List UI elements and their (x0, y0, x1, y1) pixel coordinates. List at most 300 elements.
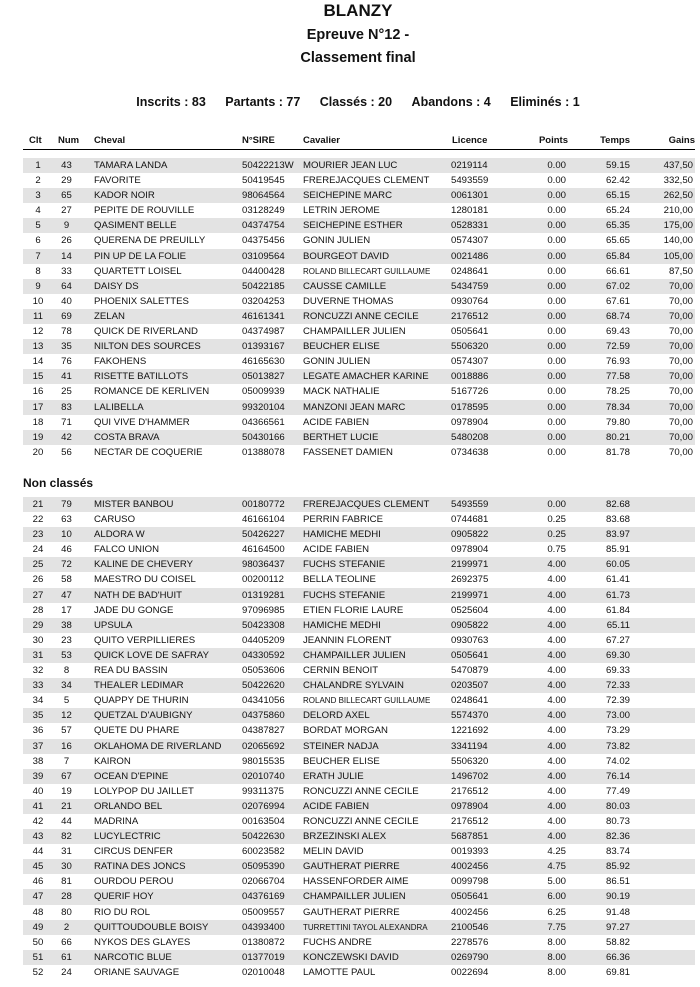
cell-licence: 4002456 (451, 906, 489, 918)
table-row (23, 678, 695, 693)
table-row (23, 173, 695, 188)
cell-cavalier: ACIDE FABIEN (303, 800, 370, 812)
table-row (23, 965, 695, 980)
cell-licence: 5506320 (451, 341, 489, 353)
cell-cheval: NARCOTIC BLUE (94, 951, 172, 963)
cell-gains: 105,00 (663, 250, 693, 262)
cell-clt: 40 (32, 785, 44, 797)
cell-licence: 0099798 (451, 876, 489, 888)
cell-clt: 16 (32, 386, 44, 398)
cell-sire: 02076994 (242, 800, 285, 812)
cell-cavalier: FREREJACQUES CLEMENT (303, 175, 430, 187)
cell-cavalier: RONCUZZI ANNE CECILE (303, 815, 419, 827)
cell-points: 0.00 (547, 341, 566, 353)
table-row (23, 859, 695, 874)
cell-sire: 50419545 (242, 175, 285, 187)
cell-cavalier: GAUTHERAT PIERRE (303, 861, 400, 873)
cell-temps: 80.03 (605, 800, 630, 812)
cell-cheval: QUETZAL D'AUBIGNY (94, 710, 193, 722)
cell-licence: 0905822 (451, 529, 489, 541)
cell-clt: 30 (32, 634, 44, 646)
cell-num: 65 (61, 190, 72, 202)
cell-gains: 70,00 (668, 326, 693, 338)
cell-num: 78 (61, 326, 72, 338)
cell-sire: 05009939 (242, 386, 285, 398)
cell-sire: 03128249 (242, 205, 285, 217)
table-row (23, 233, 695, 248)
cell-num: 34 (61, 680, 72, 692)
cell-gains: 175,00 (663, 220, 693, 232)
cell-licence: 5687851 (451, 831, 489, 843)
cell-licence: 0269790 (451, 951, 489, 963)
cell-points: 5.00 (547, 876, 566, 888)
cell-licence: 2692375 (451, 574, 489, 586)
cell-sire: 05013827 (242, 371, 285, 383)
cell-licence: 0022694 (451, 966, 489, 978)
cell-temps: 79.80 (605, 416, 630, 428)
cell-clt: 29 (32, 619, 44, 631)
cell-num: 29 (61, 175, 72, 187)
table-row (23, 935, 695, 950)
cell-temps: 78.25 (605, 386, 630, 398)
table-row (23, 339, 695, 354)
table-row (23, 497, 695, 512)
header-licence: Licence (452, 135, 488, 146)
cell-num: 64 (61, 280, 72, 292)
table-row (23, 309, 695, 324)
cell-points: 0.00 (547, 431, 566, 443)
cell-clt: 22 (32, 514, 44, 526)
cell-cavalier: KONCZEWSKI DAVID (303, 951, 399, 963)
cell-cavalier: GONIN JULIEN (303, 356, 371, 368)
cell-cheval: ORIANE SAUVAGE (94, 966, 180, 978)
cell-temps: 83.74 (605, 846, 630, 858)
cell-points: 0.00 (547, 160, 566, 171)
cell-num: 80 (61, 906, 72, 918)
cell-cavalier: SEICHEPINE ESTHER (303, 220, 403, 232)
cell-num: 43 (61, 160, 72, 171)
cell-cavalier: MOURIER JEAN LUC (303, 160, 398, 171)
cell-cheval: QASIMENT BELLE (94, 220, 177, 232)
cell-cheval: LUCYLECTRIC (94, 831, 161, 843)
cell-num: 8 (63, 665, 70, 677)
cell-licence: 5480208 (451, 431, 489, 443)
cell-cheval: FALCO UNION (94, 544, 160, 556)
classified-table (23, 158, 695, 460)
cell-temps: 65.84 (605, 250, 630, 262)
cell-licence: 0978904 (451, 416, 489, 428)
cell-sire: 04376169 (242, 891, 285, 903)
cell-gains: 70,00 (668, 280, 693, 292)
cell-cheval: MISTER BANBOU (94, 499, 174, 510)
table-row (23, 430, 695, 445)
cell-points: 4.00 (547, 831, 566, 843)
table-row (23, 814, 695, 829)
cell-cheval: QUICK DE RIVERLAND (94, 326, 198, 338)
cell-points: 0.75 (547, 544, 566, 556)
cell-temps: 72.33 (605, 680, 630, 692)
table-row (23, 400, 695, 415)
cell-cheval: QUERENA DE PREUILLY (94, 235, 206, 247)
cell-clt: 3 (35, 190, 41, 202)
cell-sire: 02010048 (242, 966, 285, 978)
cell-licence: 5470879 (451, 665, 489, 677)
cell-temps: 61.84 (605, 604, 630, 616)
header-cavalier: Cavalier (303, 135, 340, 146)
table-header (23, 135, 695, 150)
cell-licence: 5574370 (451, 710, 489, 722)
cell-points: 4.00 (547, 740, 566, 752)
cell-cavalier: CERNIN BENOIT (303, 665, 379, 677)
cell-cavalier: HAMICHE MEDHI (303, 529, 381, 541)
cell-licence: 0018886 (451, 371, 489, 383)
cell-temps: 67.02 (605, 280, 630, 292)
cell-cavalier: BEUCHER ELISE (303, 755, 380, 767)
cell-num: 17 (61, 604, 72, 616)
cell-clt: 4 (35, 205, 41, 217)
cell-cavalier: BRZEZINSKI ALEX (303, 831, 387, 843)
cell-temps: 73.00 (605, 710, 630, 722)
cell-clt: 38 (32, 755, 44, 767)
cell-sire: 98064564 (242, 190, 285, 202)
cell-licence: 2199971 (451, 559, 489, 571)
venue-title: BLANZY (323, 1, 393, 20)
cell-sire: 04405209 (242, 634, 285, 646)
cell-num: 56 (61, 446, 72, 458)
cell-licence: 0930764 (451, 295, 489, 307)
cell-cheval: QUAPPY DE THURIN (94, 695, 189, 707)
cell-licence: 0019393 (451, 846, 489, 858)
ranking-subtitle: Classement final (300, 50, 416, 66)
cell-points: 0.00 (547, 205, 566, 217)
cell-cheval: DAISY DS (94, 280, 139, 292)
cell-temps: 80.73 (605, 815, 630, 827)
cell-num: 10 (61, 529, 72, 541)
cell-cheval: FAKOHENS (94, 356, 147, 368)
table-row (23, 784, 695, 799)
cell-num: 27 (61, 205, 72, 217)
cell-points: 4.00 (547, 665, 566, 677)
cell-sire: 04366561 (242, 416, 285, 428)
cell-sire: 50422620 (242, 680, 285, 692)
cell-cavalier: FUCHS STEFANIE (303, 589, 386, 601)
cell-licence: 5434759 (451, 280, 489, 292)
cell-sire: 03204253 (242, 295, 285, 307)
cell-clt: 33 (32, 680, 44, 692)
cell-num: 71 (61, 416, 72, 428)
cell-sire: 04375456 (242, 235, 285, 247)
cell-cavalier: RONCUZZI ANNE CECILE (303, 310, 419, 322)
stat-classes: Classés : 20 (319, 95, 393, 109)
cell-licence: 2176512 (451, 815, 489, 827)
cell-clt: 1 (35, 160, 41, 171)
cell-clt: 23 (32, 529, 44, 541)
cell-points: 0.00 (547, 386, 566, 398)
cell-sire: 04387827 (242, 725, 285, 737)
cell-num: 83 (61, 401, 72, 413)
cell-points: 4.00 (547, 710, 566, 722)
cell-points: 4.00 (547, 815, 566, 827)
cell-cheval: OKLAHOMA DE RIVERLAND (94, 740, 222, 752)
cell-cavalier: JEANNIN FLORENT (303, 634, 392, 646)
cell-sire: 04374754 (242, 220, 285, 232)
cell-num: 44 (61, 815, 72, 827)
cell-num: 35 (61, 341, 72, 353)
cell-num: 57 (61, 725, 72, 737)
cell-clt: 47 (32, 891, 44, 903)
cell-num: 47 (61, 589, 72, 601)
table-row (23, 384, 695, 399)
table-row (23, 527, 695, 542)
cell-num: 67 (61, 770, 72, 782)
table-row (23, 249, 695, 264)
header-cheval: Cheval (94, 135, 126, 146)
cell-temps: 59.15 (605, 160, 630, 171)
cell-cheval: JADE DU GONGE (94, 604, 174, 616)
cell-num: 61 (61, 951, 72, 963)
cell-points: 4.00 (547, 604, 566, 616)
cell-cheval: NATH DE BAD'HUIT (94, 589, 183, 601)
table-row (23, 542, 695, 557)
cell-temps: 69.33 (605, 665, 630, 677)
cell-sire: 98015535 (242, 755, 285, 767)
cell-points: 4.75 (547, 861, 566, 873)
cell-cavalier: BEUCHER ELISE (303, 341, 380, 353)
cell-clt: 31 (32, 649, 44, 661)
cell-cavalier: SEICHEPINE MARC (303, 190, 393, 202)
cell-sire: 00200112 (242, 574, 284, 586)
cell-num: 79 (61, 499, 72, 510)
cell-cheval: PIN UP DE LA FOLIE (94, 250, 187, 262)
cell-clt: 20 (32, 446, 44, 458)
cell-gains: 70,00 (668, 416, 693, 428)
table-row (23, 769, 695, 784)
cell-cavalier: ROLAND BILLECART GUILLAUME (303, 696, 431, 706)
cell-cheval: PEPITE DE ROUVILLE (94, 205, 195, 217)
cell-clt: 32 (32, 665, 44, 677)
table-row (23, 723, 695, 738)
cell-temps: 73.82 (605, 740, 630, 752)
cell-temps: 85.91 (605, 544, 630, 556)
cell-licence: 0978904 (451, 800, 489, 812)
table-row (23, 829, 695, 844)
table-row (23, 158, 695, 173)
cell-clt: 39 (32, 770, 44, 782)
cell-sire: 97096985 (242, 604, 285, 616)
cell-cheval: RIO DU ROL (94, 906, 150, 918)
cell-cavalier: HASSENFORDER AIME (303, 876, 409, 888)
cell-cavalier: FASSENET DAMIEN (303, 446, 393, 458)
cell-licence: 3341194 (451, 740, 488, 752)
table-row (23, 844, 695, 859)
cell-points: 0.00 (547, 310, 566, 322)
cell-licence: 2100546 (451, 921, 489, 933)
cell-clt: 21 (32, 499, 44, 510)
cell-clt: 15 (32, 371, 44, 383)
cell-cheval: ZELAN (94, 310, 125, 322)
non-classified-table (23, 497, 695, 980)
cell-num: 30 (61, 861, 72, 873)
cell-temps: 72.59 (605, 341, 630, 353)
cell-points: 0.00 (547, 416, 566, 428)
cell-cheval: RISETTE BATILLOTS (94, 371, 189, 383)
header-temps: Temps (600, 135, 630, 146)
cell-cavalier: ERATH JULIE (303, 770, 364, 782)
cell-num: 33 (61, 265, 72, 277)
cell-gains: 70,00 (668, 371, 693, 383)
cell-num: 40 (61, 295, 72, 307)
cell-points: 4.00 (547, 574, 566, 586)
cell-licence: 2278576 (451, 936, 489, 948)
cell-clt: 12 (32, 326, 44, 338)
table-row (23, 754, 695, 769)
stat-abandons: Abandons : 4 (411, 95, 491, 109)
cell-gains: 70,00 (668, 295, 693, 307)
cell-licence: 0248641 (451, 265, 489, 277)
table-row (23, 264, 695, 279)
cell-temps: 73.29 (605, 725, 630, 737)
cell-sire: 02010740 (242, 770, 285, 782)
cell-cheval: ALDORA W (94, 529, 145, 541)
cell-sire: 60023582 (242, 846, 285, 858)
cell-points: 0.00 (547, 250, 566, 262)
cell-points: 4.00 (547, 589, 566, 601)
table-row (23, 708, 695, 723)
cell-licence: 0061301 (451, 190, 489, 202)
cell-sire: 05095390 (242, 861, 285, 873)
cell-temps: 66.36 (605, 951, 630, 963)
cell-licence: 1221692 (451, 725, 489, 737)
cell-cavalier: DELORD AXEL (303, 710, 370, 722)
cell-clt: 45 (32, 861, 44, 873)
cell-num: 23 (61, 634, 72, 646)
cell-temps: 82.68 (605, 499, 630, 510)
header-sire: N°SIRE (242, 135, 275, 146)
cell-num: 26 (61, 235, 72, 247)
cell-sire: 46161341 (242, 310, 285, 322)
cell-clt: 24 (32, 544, 44, 556)
cell-gains: 210,00 (663, 205, 693, 217)
cell-points: 4.00 (547, 755, 566, 767)
cell-temps: 77.49 (605, 785, 630, 797)
cell-cavalier: HAMICHE MEDHI (303, 619, 381, 631)
cell-sire: 00180772 (242, 499, 285, 510)
cell-num: 76 (61, 356, 72, 368)
cell-clt: 17 (32, 401, 44, 413)
cell-temps: 76.14 (605, 770, 630, 782)
cell-temps: 77.58 (605, 371, 630, 383)
cell-sire: 99311375 (242, 785, 284, 797)
cell-cavalier: ROLAND BILLECART GUILLAUME (303, 266, 431, 276)
cell-temps: 58.82 (605, 936, 630, 948)
table-row (23, 354, 695, 369)
cell-cheval: TAMARA LANDA (94, 160, 168, 171)
cell-clt: 26 (32, 574, 44, 586)
cell-licence: 0528331 (451, 220, 489, 232)
table-row (23, 512, 695, 527)
cell-num: 66 (61, 936, 72, 948)
cell-cheval: NILTON DES SOURCES (94, 341, 201, 353)
stat-inscrits: Inscrits : 83 (136, 95, 206, 109)
cell-points: 0.00 (547, 446, 566, 458)
cell-gains: 87,50 (668, 265, 693, 277)
cell-temps: 80.21 (605, 431, 630, 443)
cell-num: 81 (61, 876, 72, 888)
cell-points: 4.00 (547, 800, 566, 812)
cell-clt: 13 (32, 341, 44, 353)
cell-cavalier: CHAMPAILLER JULIEN (303, 649, 406, 661)
cell-cheval: NECTAR DE COQUERIE (94, 446, 203, 458)
cell-cavalier: CHALANDRE SYLVAIN (303, 680, 404, 692)
cell-clt: 41 (32, 800, 44, 812)
cell-num: 38 (61, 619, 72, 631)
cell-licence: 5493559 (451, 499, 489, 510)
cell-gains: 70,00 (668, 446, 693, 458)
cell-sire: 04393400 (242, 921, 285, 933)
cell-temps: 90.19 (605, 891, 630, 903)
cell-sire: 04374987 (242, 326, 285, 338)
cell-points: 0.00 (547, 499, 566, 510)
cell-sire: 04341056 (242, 695, 285, 707)
cell-sire: 50422185 (242, 280, 285, 292)
cell-licence: 0219114 (451, 160, 488, 171)
header-num: Num (58, 135, 80, 146)
cell-cheval: KAIRON (94, 755, 131, 767)
cell-sire: 50430166 (242, 431, 285, 443)
cell-cheval: QUITTOUDOUBLE BOISY (94, 921, 209, 933)
cell-licence: 4002456 (451, 861, 489, 873)
table-row (23, 648, 695, 663)
cell-points: 0.00 (547, 265, 566, 277)
cell-points: 0.00 (547, 295, 566, 307)
cell-sire: 05053606 (242, 665, 285, 677)
cell-cheval: CARUSO (94, 514, 136, 526)
cell-licence: 0734638 (451, 446, 489, 458)
table-row (23, 294, 695, 309)
cell-licence: 0248641 (451, 695, 489, 707)
cell-clt: 11 (33, 310, 43, 322)
cell-cavalier: BERTHET LUCIE (303, 431, 379, 443)
table-row (23, 557, 695, 572)
cell-num: 53 (61, 649, 72, 661)
table-row (23, 588, 695, 603)
cell-licence: 0505641 (451, 649, 489, 661)
cell-sire: 46165630 (242, 356, 285, 368)
cell-licence: 5167726 (451, 386, 489, 398)
table-row (23, 445, 695, 460)
cell-sire: 00163504 (242, 815, 285, 827)
cell-num: 2 (63, 921, 70, 933)
cell-points: 0.25 (547, 514, 566, 526)
cell-cavalier: MANZONI JEAN MARC (303, 401, 406, 413)
cell-points: 8.00 (547, 936, 566, 948)
cell-temps: 61.41 (605, 574, 630, 586)
cell-clt: 7 (35, 250, 41, 262)
cell-cheval: UPSULA (94, 619, 133, 631)
cell-temps: 78.34 (605, 401, 630, 413)
table-row (23, 188, 695, 203)
cell-temps: 67.27 (605, 634, 630, 646)
cell-clt: 43 (32, 831, 44, 843)
cell-cheval: CIRCUS DENFER (94, 846, 173, 858)
cell-temps: 65.35 (605, 220, 630, 232)
cell-clt: 49 (32, 921, 44, 933)
cell-num: 12 (61, 710, 72, 722)
cell-licence: 0978904 (451, 544, 489, 556)
cell-num: 9 (63, 220, 70, 232)
cell-licence: 0505641 (451, 891, 489, 903)
cell-points: 4.00 (547, 634, 566, 646)
